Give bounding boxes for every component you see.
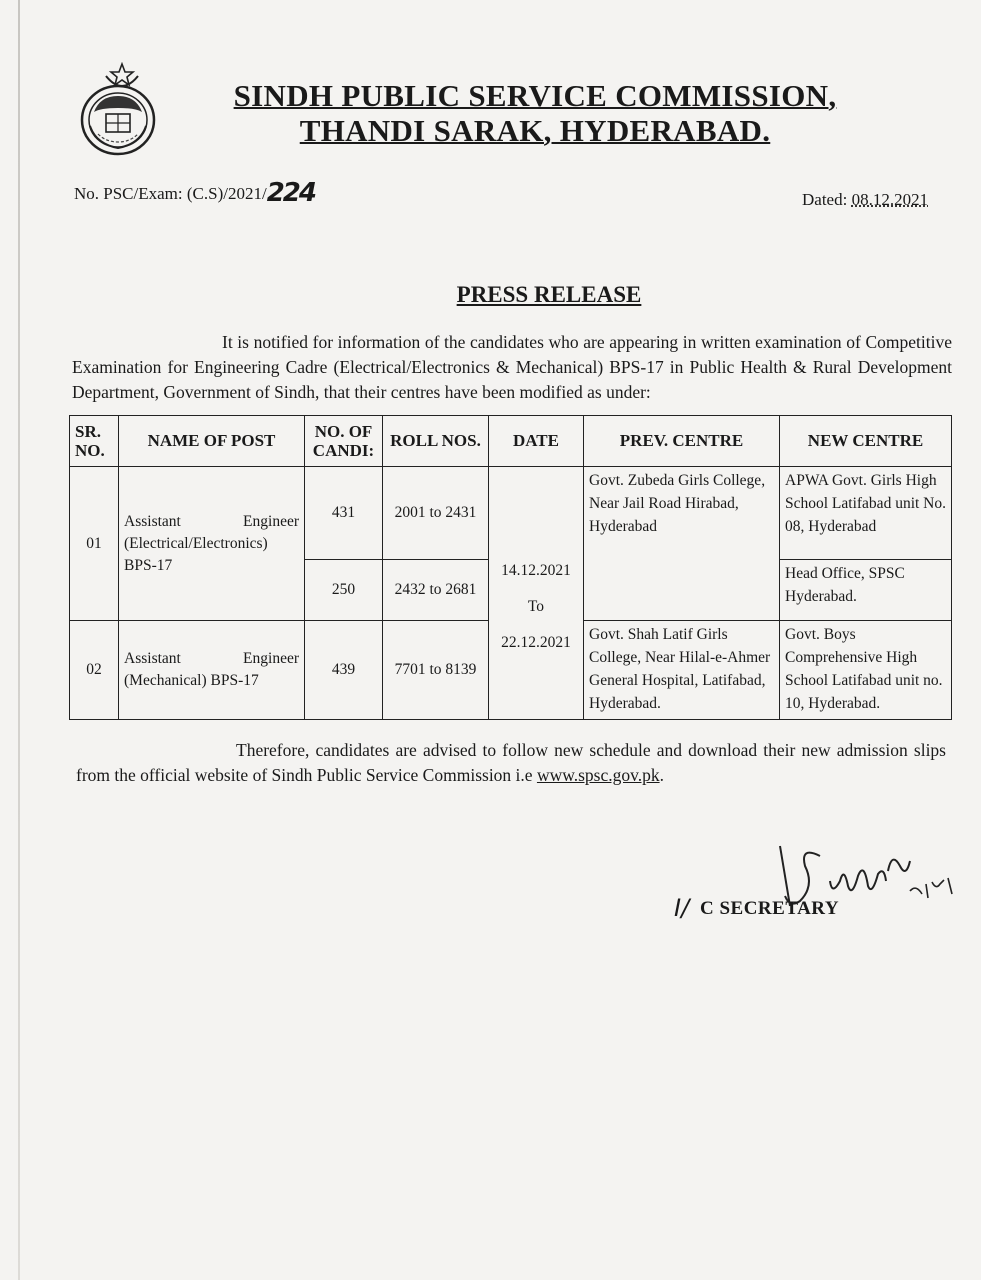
row1-post-line1: Assistant Engineer	[124, 512, 299, 530]
row1-post-line2: (Electrical/Electronics)	[124, 534, 268, 552]
row1-sr: 01	[70, 466, 119, 621]
row2-new-centre: Govt. Boys Comprehensive High School Latifabad unit no. 10, Hyderabad.	[780, 621, 952, 720]
row1-candi-b: 250	[305, 560, 383, 621]
date-to: 22.12.2021	[501, 633, 571, 651]
header-new-centre: NEW CENTRE	[780, 416, 952, 467]
header-date: DATE	[489, 416, 584, 467]
reference-printed: No. PSC/Exam: (C.S)/2021/	[74, 184, 267, 203]
header-roll: ROLL NOS.	[383, 416, 489, 467]
header-candi: NO. OF CANDI:	[305, 416, 383, 467]
row2-prev-centre: Govt. Shah Latif Girls College, Near Hilal-e-Ahmer General Hospital, Latifabad, Hyderabad.	[584, 621, 780, 720]
row2-sr: 02	[70, 621, 119, 720]
table-header-row	[70, 416, 952, 467]
row1-post	[119, 466, 305, 621]
dated-label: Dated:	[802, 190, 848, 209]
row2-post	[119, 621, 305, 720]
date-range	[489, 466, 584, 719]
commission-address: THANDI SARAK, HYDERABAD.	[299, 113, 771, 148]
dated-value: 08.12.2021	[851, 190, 929, 209]
date-from: 14.12.2021	[501, 561, 571, 579]
row2-roll: 7701 to 8139	[383, 621, 489, 720]
paper-edge	[18, 0, 20, 1280]
press-release-title: PRESS RELEASE	[456, 282, 642, 307]
reference-handwritten: 224	[266, 178, 315, 208]
row2-post-line1: Assistant Engineer	[124, 650, 299, 668]
date-to-word: To	[527, 597, 545, 615]
row1-roll-a: 2001 to 2431	[383, 466, 489, 560]
header-post: NAME OF POST	[119, 416, 305, 467]
row2-candi: 439	[305, 621, 383, 720]
outro-text: Therefore, candidates are advised to follow new schedule and download their new admission slips from the official website of Sindh Public Service Commission i.e	[76, 740, 946, 785]
header-sr: SR. NO.	[70, 416, 119, 467]
table-row	[70, 466, 952, 560]
reference-number	[74, 178, 315, 208]
signature-title: C SECRETARY	[700, 898, 840, 919]
website-link[interactable]: www.spsc.gov.pk	[536, 765, 660, 785]
outro-end: .	[659, 765, 664, 785]
date-line	[802, 190, 928, 210]
row1-candi-a: 431	[305, 466, 383, 560]
row1-new-centre-a: APWA Govt. Girls High School Latifabad unit No. 08, Hyderabad	[780, 466, 952, 560]
row1-prev-centre: Govt. Zubeda Girls College, Near Jail Road Hirabad, Hyderabad	[584, 466, 780, 621]
outro-paragraph	[76, 738, 946, 788]
header-prev-centre: PREV. CENTRE	[584, 416, 780, 467]
row1-post-line3: BPS-17	[124, 556, 173, 574]
intro-paragraph: It is notified for information of the candidates who are appearing in written examination of Competitive Examination for Engineering Cadre (Electrical/Electronics & Mechanical) BPS-17 in Public Health & Rural Development Department, Government of Sindh, that their centres have been modified as under:	[72, 332, 952, 402]
row2-post-line2: (Mechanical) BPS-17	[124, 672, 259, 690]
commission-name: SINDH PUBLIC SERVICE COMMISSION,	[233, 78, 837, 113]
row1-new-centre-b: Head Office, SPSC Hyderabad.	[780, 560, 952, 621]
centres-table	[69, 415, 952, 720]
signature-prefix: I/	[674, 894, 690, 922]
row1-roll-b: 2432 to 2681	[383, 560, 489, 621]
